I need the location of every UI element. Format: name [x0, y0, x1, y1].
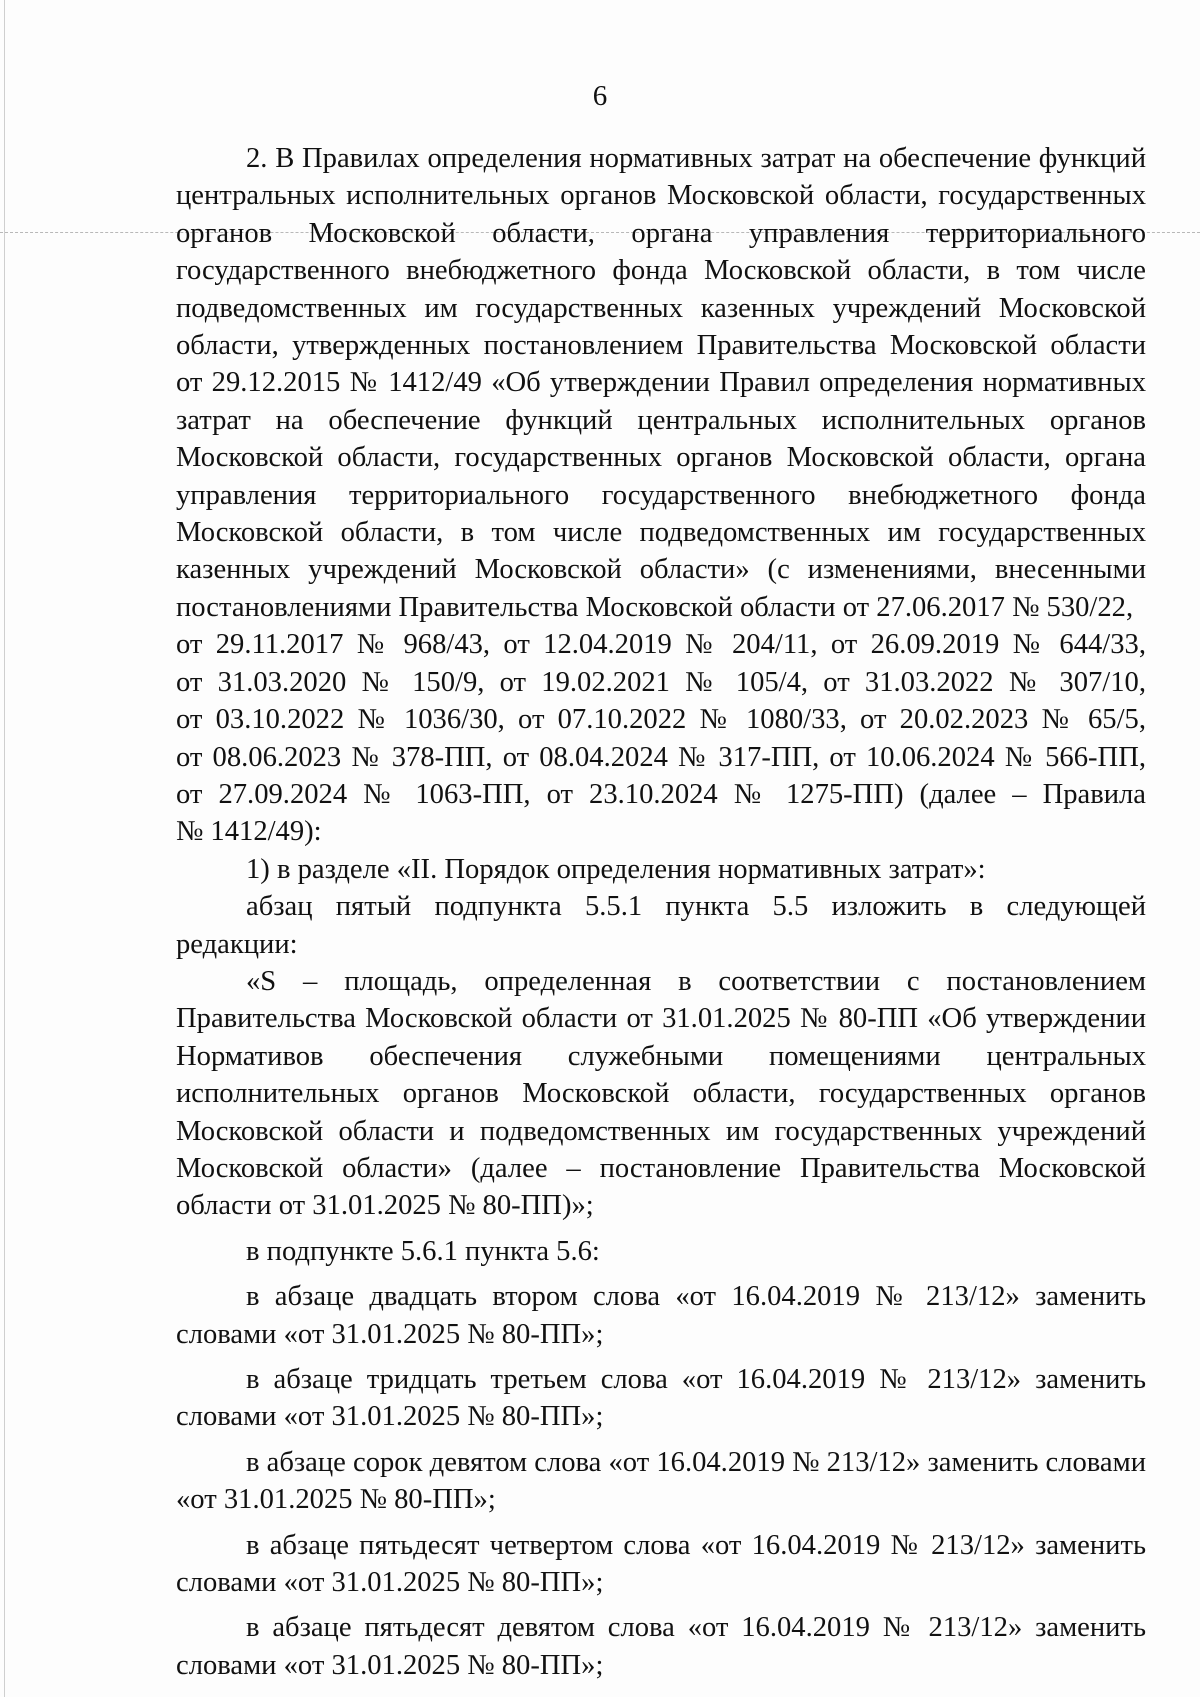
paragraph-subitem-5-6-1: в подпункте 5.6.1 пункта 5.6: — [246, 1235, 600, 1267]
paragraph-abzac-49: в абзаце сорок девятом слова «от 16.04.2019 № 213/12» заменить словами «от 31.01.2025 № 80-ПП»; — [176, 1446, 1147, 1516]
amendment-line-end: № 1412/49): — [176, 816, 322, 848]
paragraph-abzac-59: в абзаце пятьдесят девятом слова «от 16.04.2019 № 213/12» заменить словами «от 31.01.2025 № 80-ПП»; — [176, 1612, 1146, 1681]
amendment-line: от 29.11.2017 № 968/43, от 12.04.2019 № 204/11, от 26.09.2019 № 644/33, — [176, 629, 1146, 661]
paragraph-s-definition: «S – площадь, определенная в соответствии с постановлением Правительства Московской области от 31.01.2025 № 80-ПП «Об утверждении Нормативов обеспечения служебными помещениями центральных исполнительных органов Московской области, государственных органов Московской области и подведомственных им государственных учреждений Московской области» (далее – постановление Правительства Московской области от 31.01.2025 № 80-ПП)»; — [176, 965, 1146, 1222]
paragraph-rules-1412-49 — [176, 140, 1146, 626]
amendment-line: от 08.06.2023 № 378-ПП, от 08.04.2024 № 317-ПП, от 10.06.2024 № 566-ПП, — [176, 741, 1146, 773]
amendment-line: от 31.03.2020 № 150/9, от 19.02.2021 № 105/4, от 31.03.2022 № 307/10, — [176, 666, 1146, 698]
paragraph-abzac-22: в абзаце двадцать втором слова «от 16.04.2019 № 213/12» заменить словами «от 31.01.2025 № 80-ПП»; — [176, 1281, 1146, 1350]
document-body — [176, 140, 1146, 1684]
paragraph-text: 2. В Правилах определения нормативных затрат на обеспечение функций центральных исполнительных органов Московской области, государственных органов Московской области, органа управления территориального государственного внебюджетного фонда Московской области, в том числе подведомственных им государственных казенных учреждений Московской области, утвержденных постановлением Правительства Московской области от 29.12.2015 № 1412/49 «Об утверждении Правил определения нормативных затрат на обеспечение функций центральных исполнительных органов Московской области, государственных органов Московской области, органа управления территориального государственного внебюджетного фонда Московской области, в том числе подведомственных им государственных казенных учреждений Московской области» (с изменениями, внесенными постановлениями Правительства Московской области от 27.06.2017 № 530/22, — [176, 143, 1146, 623]
amendment-line: от 27.09.2024 № 1063-ПП, от 23.10.2024 № 1275-ПП) (далее – Правила — [176, 778, 1146, 810]
paragraph-abzac-54: в абзаце пятьдесят четвертом слова «от 16.04.2019 № 213/12» заменить словами «от 31.01.2025 № 80-ПП»; — [176, 1529, 1146, 1599]
page-number: 6 — [592, 80, 608, 112]
scan-edge-line — [4, 0, 5, 1697]
amendment-list — [176, 626, 1146, 850]
amendment-line: от 03.10.2022 № 1036/30, от 07.10.2022 № 1080/33, от 20.02.2023 № 65/5, — [176, 704, 1146, 736]
paragraph-subitem-5-5-1: абзац пятый подпункта 5.5.1 пункта 5.5 изложить в следующей редакции: — [176, 891, 1146, 960]
paragraph-section-2: 1) в разделе «II. Порядок определения нормативных затрат»: — [246, 853, 986, 885]
paragraph-abzac-33: в абзаце тридцать третьем слова «от 16.04.2019 № 213/12» заменить словами «от 31.01.2025 № 80-ПП»; — [176, 1364, 1146, 1433]
